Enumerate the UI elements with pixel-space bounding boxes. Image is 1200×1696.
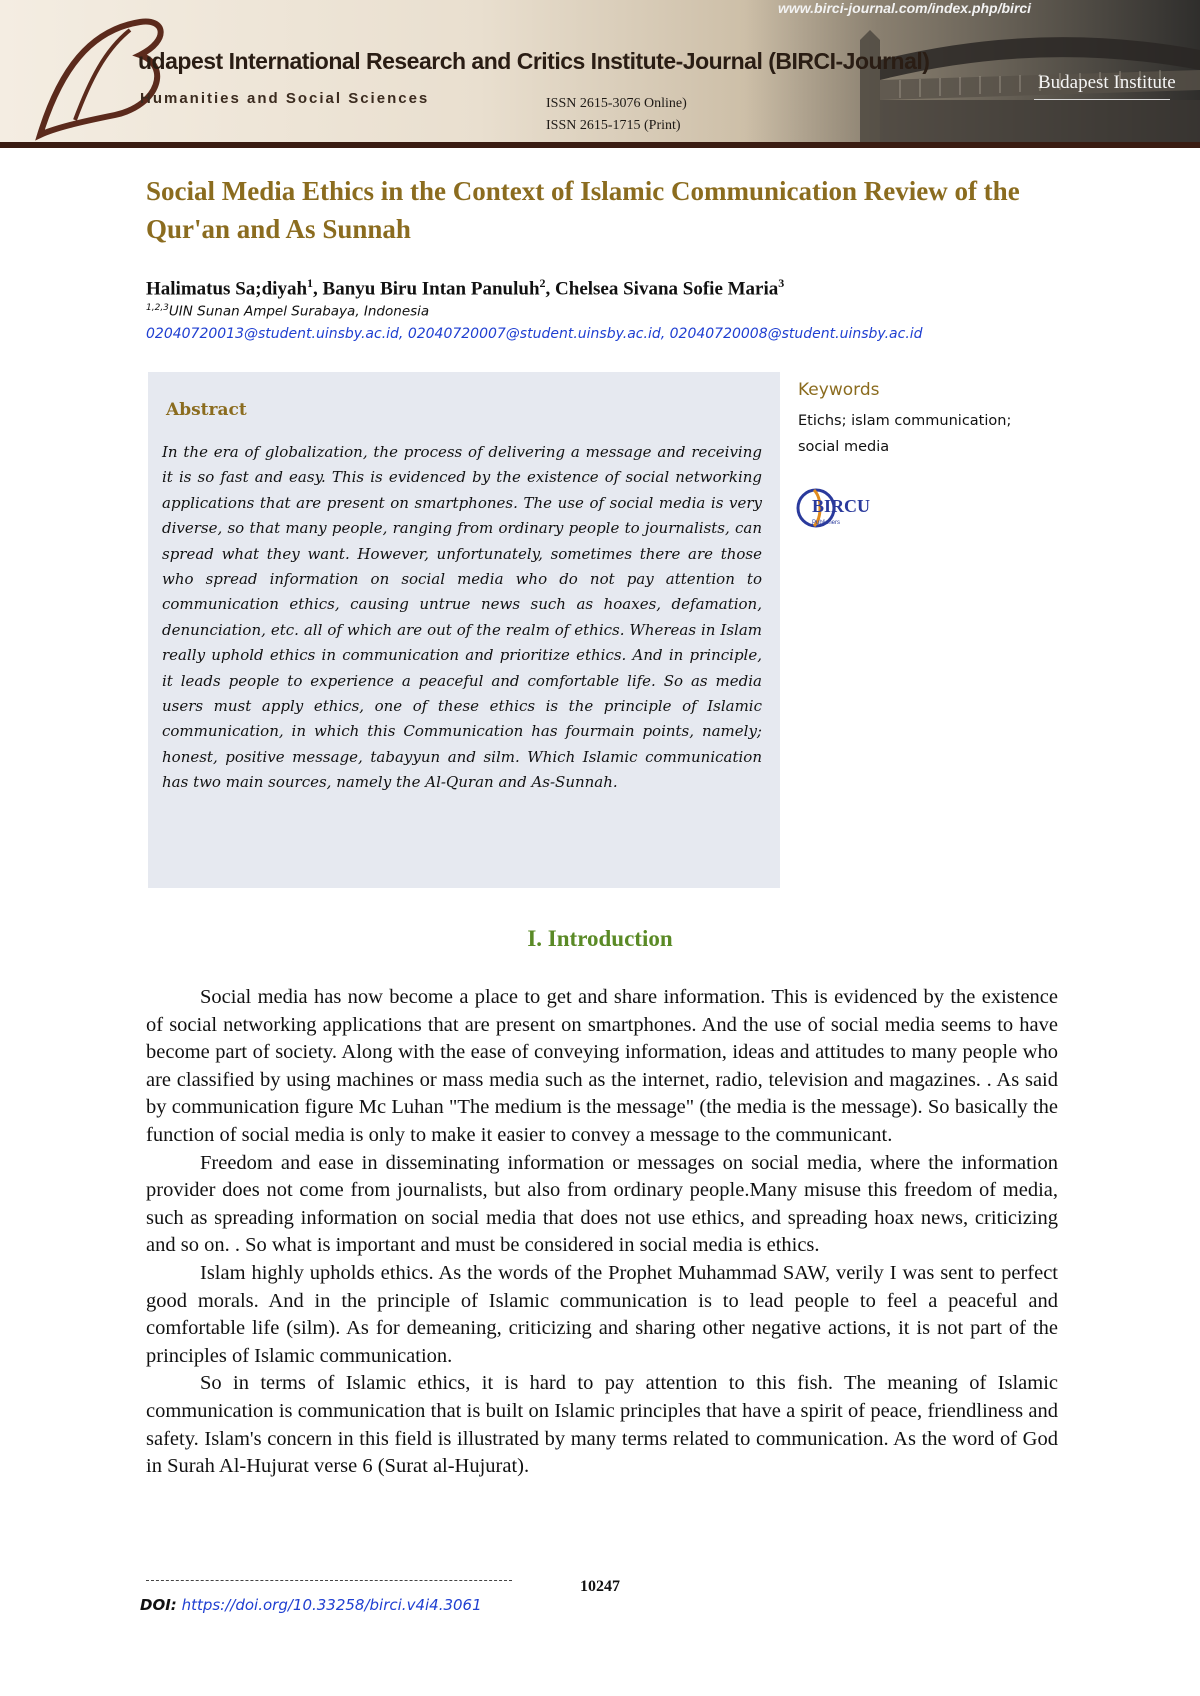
introduction-body <box>146 984 1058 1481</box>
issn-online: ISSN 2615-3076 Online) <box>546 96 687 111</box>
author-sup: 2 <box>539 276 546 290</box>
journal-url: www.birci-journal.com/index.php/birci <box>778 0 1032 16</box>
author-name: Chelsea Sivana Sofie Maria <box>555 278 779 300</box>
abstract-heading: Abstract <box>166 400 247 420</box>
doi-link[interactable]: https://doi.org/10.33258/birci.v4i4.3061 <box>181 1596 482 1614</box>
journal-logo-swoosh <box>20 10 170 145</box>
institute-label: Budapest Institute <box>1038 72 1176 93</box>
logo-text: BIRCU <box>812 496 871 516</box>
affiliation <box>146 303 429 320</box>
author-sup: 1 <box>307 276 314 290</box>
page-number: 10247 <box>580 1578 620 1595</box>
paragraph: So in terms of Islamic ethics, it is hard to pay attention to this fish. The meaning of Islamic communication is communication that is built on Islamic principles that have a spirit of peace, friendliness and safety. Islam's concern in this field is illustrated by many terms related to communication. As the word of God in Surah Al-Hujurat verse 6 (Surat al-Hujurat). <box>146 1372 1058 1478</box>
paper-title: Social Media Ethics in the Context of Islamic Communication Review of the Qur'an and As Sunnah <box>146 176 1020 244</box>
banner-bottom-bar <box>0 142 1200 148</box>
institute-underline <box>1034 99 1170 100</box>
author-name: Halimatus Sa;diyah <box>146 278 308 300</box>
bircu-publisher-logo <box>794 478 876 540</box>
doi-label: DOI: <box>140 1596 177 1614</box>
author-sup: 3 <box>778 276 785 290</box>
journal-banner <box>0 0 1200 148</box>
logo-subtext: Publishers <box>812 520 841 526</box>
section-heading-introduction: I. Introduction <box>527 926 673 951</box>
author-emails[interactable]: 02040720013@student.uinsby.ac.id, 02040720007@student.uinsby.ac.id, 02040720008@student.uinsby.ac.id <box>146 326 923 342</box>
affiliation-sup: 1,2,3 <box>146 303 169 313</box>
issn-print: ISSN 2615-1715 (Print) <box>546 118 681 133</box>
paragraph: Islam highly upholds ethics. As the words of the Prophet Muhammad SAW, verily I was sent to perfect good morals. And in the principle of Islamic communication is to lead people to feel a peaceful and comfortable life (silm). As for demeaning, criticizing and sharing other negative actions, it is not part of the principles of Islamic communication. <box>146 1261 1058 1367</box>
footer-divider <box>146 1580 512 1581</box>
abstract-text: In the era of globalization, the process of delivering a message and receiving it is so fast and easy. This is evidenced by the existence of social networking applications that are present on smartphones. The use of social media is very diverse, so that many people, ranging from ordinary people to journalists, can spread what they want. However, unfortunately, sometimes there are those who spread information on social media who do not pay attention to communication ethics, causing untrue news such as hoaxes, defamation, denunciation, etc. all of which are out of the realm of ethics. Whereas in Islam really uphold ethics in communication and prioritize ethics. And in principle, it leads people to experience a peaceful and comfortable life. So as media users must apply ethics, one of these ethics is the principle of Islamic communication, in which this Communication has fourmain points, namely; honest, positive message, tabayyun and silm. Which Islamic communication has two main sources, namely the Al-Quran and As-Sunnah. <box>162 443 762 792</box>
keywords-heading: Keywords <box>798 380 880 400</box>
journal-subtitle: Humanities and Social Sciences <box>140 90 430 107</box>
paragraph: Freedom and ease in disseminating information or messages on social media, where the information provider does not come from journalists, but also from ordinary people.Many misuse this freedom of media, such as spreading information on social media that does not use ethics, and spreading hoax news, criticizing and so on. . So what is important and must be considered in social media is ethics. <box>146 1151 1058 1257</box>
paragraph: Social media has now become a place to get and share information. This is evidenced by the existence of social networking applications that are present on smartphones. And the use of social media seems to have become part of society. Along with the ease of conveying information, ideas and attitudes to many people who are classified by using machines or mass media such as the internet, radio, television and magazines. . As said by communication figure Mc Luhan "The medium is the message" (the media is the message). So basically the function of social media is only to make it easier to convey a message to the communicant. <box>146 986 1058 1146</box>
doi-line <box>140 1596 482 1614</box>
affiliation-text: UIN Sunan Ampel Surabaya, Indonesia <box>168 303 430 320</box>
author-name: Banyu Biru Intan Panuluh <box>322 278 540 300</box>
keywords-text: Etichs; islam communication; social media <box>798 413 1012 455</box>
journal-title: udapest International Research and Critics Institute-Journal (BIRCI-Journal) <box>138 48 930 74</box>
author-list: Halimatus Sa;diyah$^1$, Banyu Biru Intan Panuluh$^2$, Chelsea Sivana Sofie Maria$^3$ <box>146 276 785 300</box>
abstract-box <box>148 372 780 888</box>
